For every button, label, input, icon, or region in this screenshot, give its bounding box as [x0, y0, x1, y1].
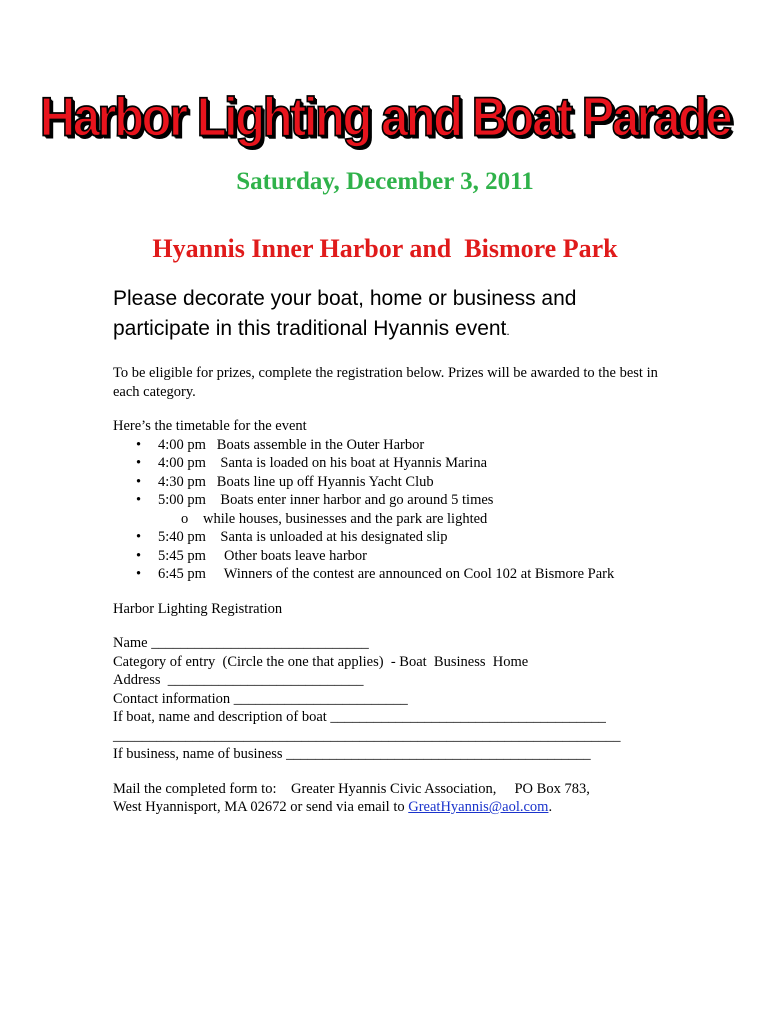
bullet-icon: •: [136, 473, 142, 490]
list-item: [113, 491, 658, 510]
timetable-item-text: 5:45 pm Other boats leave harbor: [158, 547, 367, 564]
lead-period: .: [506, 324, 510, 338]
mail-email-prefix: West Hyannisport, MA 02672 or send via email to: [113, 799, 409, 815]
eligibility-text: To be eligible for prizes, complete the registration below. Prizes will be awarded to the best in each category.: [113, 365, 658, 400]
timetable-item-text: 5:40 pm Santa is unloaded at his designated slip: [158, 529, 448, 545]
event-title-banner: Harbor Lighting and Boat Parade: [39, 87, 731, 148]
mail-address-line: Mail the completed form to: Greater Hyannis Civic Association, PO Box 783,: [113, 780, 590, 797]
flyer-body: [113, 284, 658, 817]
list-item: [113, 547, 658, 566]
circle-bullet-icon: o: [181, 510, 189, 527]
timetable-item-text: 4:00 pm Boats assemble in the Outer Harbor: [158, 436, 425, 453]
bullet-icon: •: [136, 529, 142, 545]
timetable-item-text: 4:00 pm Santa is loaded on his boat at Hyannis Marina: [158, 455, 488, 471]
timetable-heading: Here’s the timetable for the event: [113, 418, 307, 434]
business-name-field-line: If business, name of business __________________________________________: [113, 746, 591, 762]
list-item: [113, 565, 658, 584]
email-link[interactable]: GreatHyannis@aol.com: [408, 799, 549, 815]
event-date: Saturday, December 3, 2011: [236, 168, 534, 195]
lead-paragraph: [113, 284, 658, 346]
bullet-icon: •: [136, 436, 142, 453]
registration-form: [113, 634, 658, 764]
event-location: Hyannis Inner Harbor and Bismore Park: [152, 234, 618, 263]
timetable-item-text: 6:45 pm Winners of the contest are announced on Cool 102 at Bismore Park: [158, 566, 615, 582]
category-field-line: Category of entry (Circle the one that applies) - Boat Business Home: [113, 653, 529, 670]
bullet-icon: •: [136, 547, 142, 564]
list-item: [113, 473, 658, 492]
timetable-list: [113, 436, 658, 584]
registration-heading: Harbor Lighting Registration: [113, 600, 283, 617]
timetable-subitem-text: while houses, businesses and the park are lighted: [203, 510, 488, 527]
contact-field-line: Contact information ________________________: [113, 690, 408, 707]
name-field-line: Name ______________________________: [113, 635, 369, 651]
boat-description-continuation-line: ______________________________________________________________________: [113, 727, 621, 744]
boat-description-field-line: If boat, name and description of boat ______________________________________: [113, 709, 606, 725]
mail-email-suffix: .: [548, 799, 553, 815]
address-field-line: Address ___________________________: [113, 672, 364, 688]
list-item: [113, 528, 658, 547]
list-item: [113, 454, 658, 473]
list-item: [113, 436, 658, 455]
bullet-icon: •: [136, 492, 142, 508]
bullet-icon: •: [136, 566, 142, 582]
mail-email-line: [113, 798, 658, 817]
mailing-instructions: [113, 780, 658, 817]
lead-text: Please decorate your boat, home or business and participate in this traditional Hyannis event: [113, 287, 577, 340]
timetable-item-text: 5:00 pm Boats enter inner harbor and go around 5 times: [158, 492, 494, 508]
timetable-item-text: 4:30 pm Boats line up off Hyannis Yacht Club: [158, 473, 434, 490]
bullet-icon: •: [136, 455, 142, 471]
list-subitem: [113, 510, 658, 529]
